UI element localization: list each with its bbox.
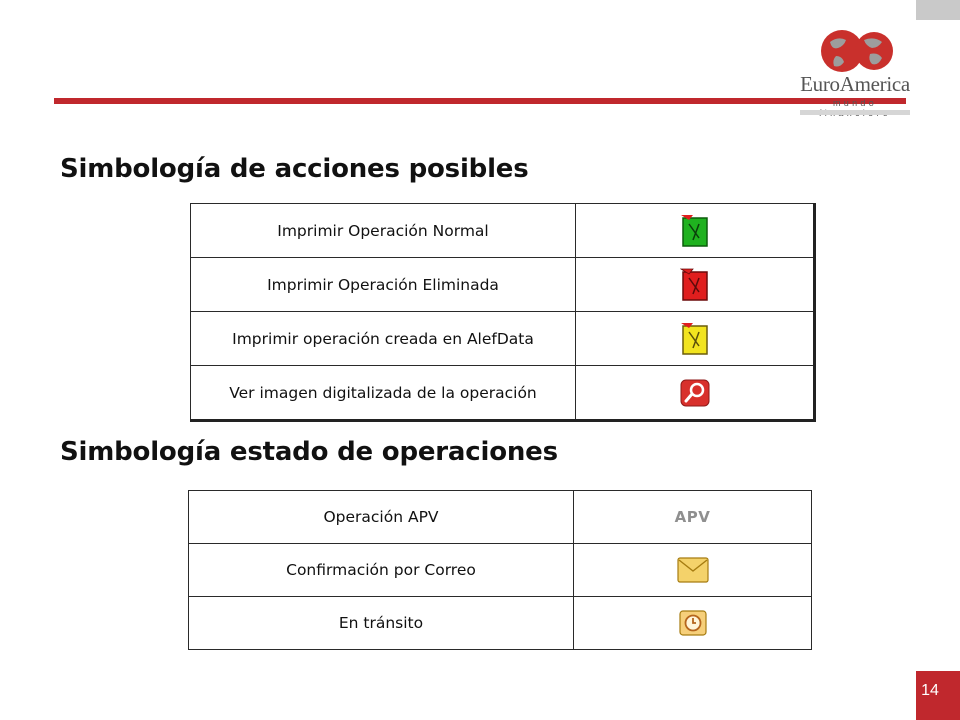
row-icon-cell (576, 312, 815, 366)
envelope-icon (677, 557, 709, 583)
section-title-acciones: Simbología de acciones posibles (60, 154, 529, 184)
row-label: En tránsito (189, 597, 574, 650)
header-rule (54, 98, 906, 104)
section-title-estado: Simbología estado de operaciones (60, 437, 558, 467)
apv-icon: APV (674, 508, 711, 526)
table-row (189, 597, 812, 650)
row-label: Imprimir Operación Normal (191, 204, 576, 258)
page-number-badge (916, 671, 960, 720)
table-row (191, 204, 815, 258)
row-icon-cell (574, 544, 812, 597)
row-icon-cell (574, 597, 812, 650)
table-row (189, 491, 812, 544)
row-label: Imprimir Operación Eliminada (191, 258, 576, 312)
globe-logo-icon (796, 28, 914, 74)
logo-bar (800, 110, 910, 115)
table-row (191, 366, 815, 421)
acciones-table (190, 203, 816, 422)
pdf-green-icon[interactable] (680, 214, 710, 248)
clock-icon (679, 610, 707, 636)
row-label: Ver imagen digitalizada de la operación (191, 366, 576, 421)
row-icon-cell (576, 204, 815, 258)
row-icon-cell (576, 366, 815, 421)
page-number: 14 (921, 682, 939, 699)
row-label: Imprimir operación creada en AlefData (191, 312, 576, 366)
table-row (191, 312, 815, 366)
magnifier-icon[interactable] (680, 379, 710, 407)
corner-tab (916, 0, 960, 20)
euroamerica-logo (796, 28, 914, 116)
row-label: Confirmación por Correo (189, 544, 574, 597)
pdf-red-icon[interactable] (680, 268, 710, 302)
table-row (189, 544, 812, 597)
estado-table (188, 490, 812, 650)
row-icon-cell (574, 491, 812, 544)
table-row (191, 258, 815, 312)
row-label: Operación APV (189, 491, 574, 544)
row-icon-cell (576, 258, 815, 312)
logo-tagline: mundo (832, 98, 878, 108)
pdf-yellow-icon[interactable] (680, 322, 710, 356)
logo-name: EuroAmerica (800, 72, 910, 96)
